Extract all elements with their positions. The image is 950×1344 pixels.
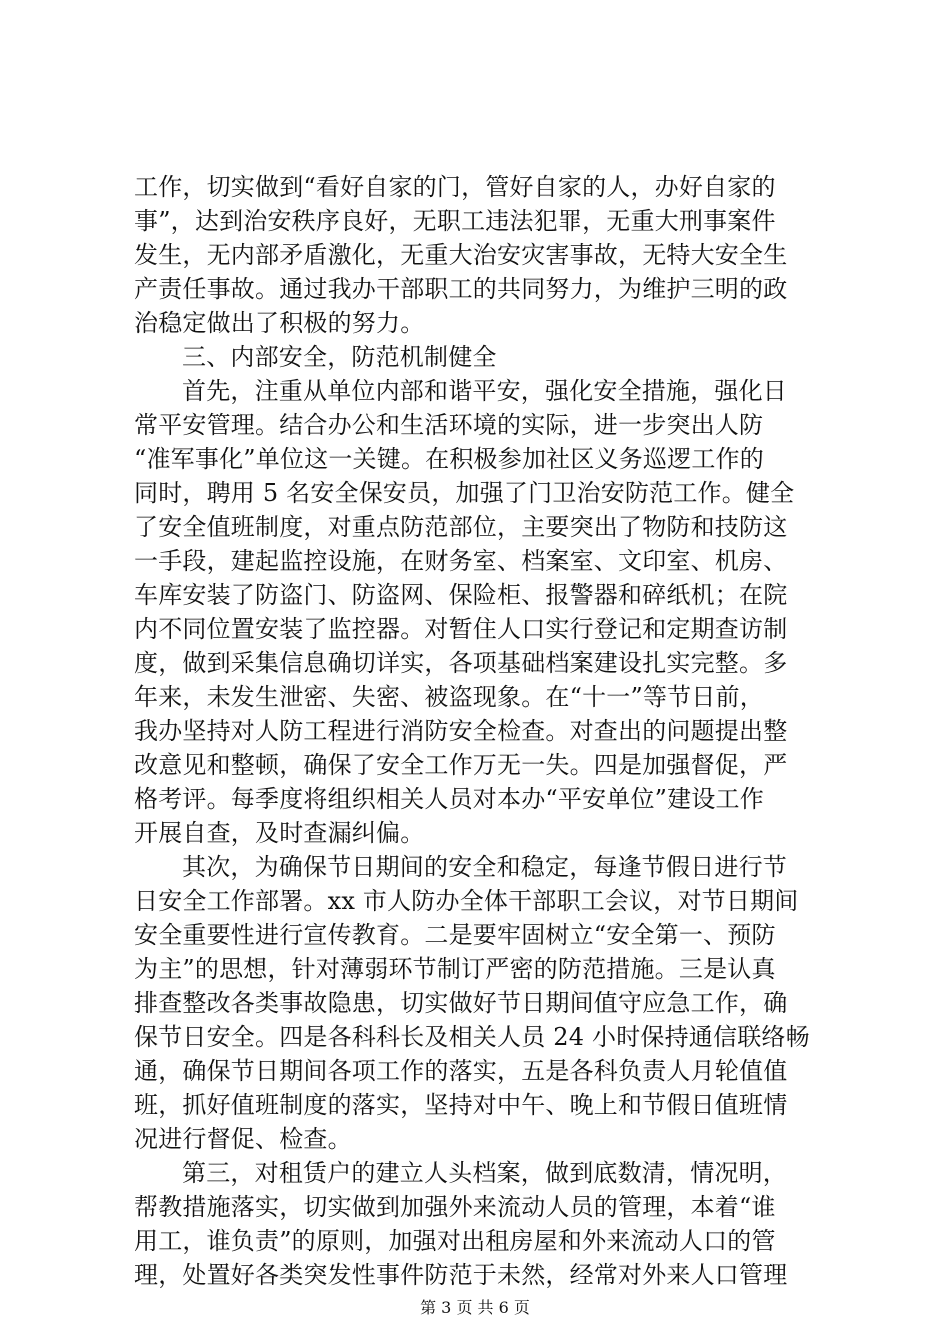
text-line: 安全重要性进行宣传教育。二是要牢固树立“安全第一、预防 bbox=[134, 921, 776, 949]
text-line: 班，抓好值班制度的落实，坚持对中午、晚上和节假日值班情 bbox=[134, 1091, 788, 1119]
paragraph-start: 首先，注重从单位内部和谐平安，强化安全措施，强化日 bbox=[182, 377, 787, 405]
text-line: 产责任事故。通过我办干部职工的共同努力，为维护三明的政 bbox=[134, 275, 788, 303]
paragraph-start: 第三，对租赁户的建立人头档案，做到底数清，情况明， bbox=[182, 1159, 787, 1187]
text-line: 工作，切实做到“看好自家的门，管好自家的人，办好自家的 bbox=[134, 173, 776, 201]
text-line: 常平安管理。结合办公和生活环境的实际，进一步突出人防 bbox=[134, 411, 764, 439]
text-line: 改意见和整顿，确保了安全工作万无一失。四是加强督促，严 bbox=[134, 751, 788, 779]
text-line: 理，处置好各类突发性事件防范于未然，经常对外来人口管理 bbox=[134, 1261, 788, 1289]
text-line: 开展自查，及时查漏纠偏。 bbox=[134, 819, 425, 847]
text-line: 用工，谁负责”的原则，加强对出租房屋和外来流动人口的管 bbox=[134, 1227, 776, 1255]
text-line: 车库安装了防盗门、防盗网、保险柜、报警器和碎纸机；在院 bbox=[134, 581, 788, 609]
text-line: 了安全值班制度，对重点防范部位，主要突出了物防和技防这 bbox=[134, 513, 788, 541]
text-line: 我办坚持对人防工程进行消防安全检查。对查出的问题提出整 bbox=[134, 717, 788, 745]
text-line: 为主”的思想，针对薄弱环节制订严密的防范措施。三是认真 bbox=[134, 955, 776, 983]
text-line: 治稳定做出了积极的努力。 bbox=[134, 309, 425, 337]
text-line: 内不同位置安装了监控器。对暂住人口实行登记和定期查访制 bbox=[134, 615, 788, 643]
paragraph-start: 其次，为确保节日期间的安全和稳定，每逢节假日进行节 bbox=[182, 853, 787, 881]
text-line: 排查整改各类事故隐患，切实做好节日期间值守应急工作，确 bbox=[134, 989, 788, 1017]
text-line: 保节日安全。四是各科科长及相关人员 24 小时保持通信联络畅 bbox=[134, 1023, 810, 1051]
text-line: 事”，达到治安秩序良好，无职工违法犯罪，无重大刑事案件 bbox=[134, 207, 776, 235]
text-line: 发生，无内部矛盾激化，无重大治安灾害事故，无特大安全生 bbox=[134, 241, 788, 269]
text-line: “准军事化”单位这一关键。在积极参加社区义务巡逻工作的 bbox=[134, 445, 764, 473]
text-line: 度，做到采集信息确切详实，各项基础档案建设扎实完整。多 bbox=[134, 649, 788, 677]
page-number: 第 3 页 共 6 页 bbox=[420, 1298, 530, 1317]
text-line: 况进行督促、检查。 bbox=[134, 1125, 352, 1153]
text-line: 帮教措施落实，切实做到加强外来流动人员的管理，本着“谁 bbox=[134, 1193, 776, 1221]
page-footer bbox=[0, 1298, 950, 1318]
text-line: 通，确保节日期间各项工作的落实，五是各科负责人月轮值值 bbox=[134, 1057, 788, 1085]
section-heading: 三、内部安全，防范机制健全 bbox=[182, 343, 497, 371]
text-line: 一手段，建起监控设施，在财务室、档案室、文印室、机房、 bbox=[134, 547, 788, 575]
text-line: 日安全工作部署。xx 市人防办全体干部职工会议，对节日期间 bbox=[134, 887, 799, 915]
text-line: 格考评。每季度将组织相关人员对本办“平安单位”建设工作 bbox=[134, 785, 764, 813]
text-line: 年来，未发生泄密、失密、被盗现象。在“十一”等节日前， bbox=[134, 683, 764, 711]
text-line: 同时，聘用 5 名安全保安员，加强了门卫治安防范工作。健全 bbox=[134, 479, 795, 507]
document-body bbox=[134, 170, 834, 1292]
